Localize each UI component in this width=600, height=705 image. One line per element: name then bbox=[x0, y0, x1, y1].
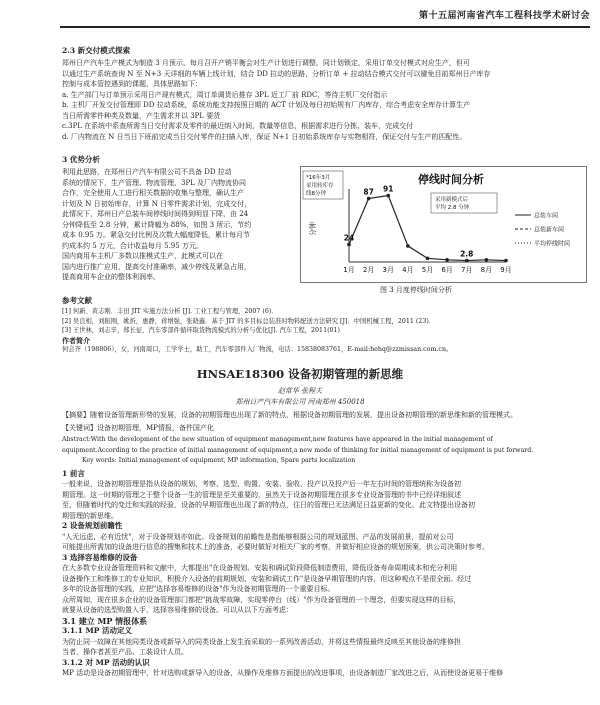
para-line: 提高商用车企业的整体利润率。 bbox=[62, 273, 160, 281]
para-line: 在大多数专业设备管理资料和文献中，大都提出"在设备规划、安装和调试阶段降低制造费用，降低设备寿命周期成本和充分利用 bbox=[62, 564, 458, 572]
author-bio-title: 作者简介 bbox=[62, 335, 90, 345]
data-point bbox=[367, 197, 371, 201]
data-point bbox=[386, 194, 390, 198]
para-line: MP 活动是设备初期管理中，针对选购或新导入的设备，从操作及维修方面提出的改进事项，由设备制造厂家改进之后，从而使设备更易于维修 bbox=[62, 669, 504, 677]
annotation-left-text: *16年3月 bbox=[306, 175, 331, 181]
para-line: 计划及 N 日初始库存，计算 N 日零件需求计划，完成交付， bbox=[62, 199, 252, 208]
header-rule bbox=[60, 26, 590, 28]
section-3-title: 3 优势分析 bbox=[62, 155, 100, 164]
data-point bbox=[426, 257, 430, 261]
x-tick-label: 2月 bbox=[362, 266, 375, 274]
section-1-title: 1 前言 bbox=[62, 468, 85, 478]
para-line: 就要从设备的选型购置入手，选择容易维修的设备。可以从以下方面考虑： bbox=[62, 606, 293, 614]
para-line: 期管理。这一时期的管理之于整个设备一生的管理是至关重要的，虽然关于设备初期管理在很多专业设备管理的书中已经详细叙述 bbox=[62, 490, 461, 499]
para-line: 合作，完全使用人工进行相关数据的收集与整理，确认生产 bbox=[62, 189, 244, 197]
section-3-body bbox=[62, 167, 294, 283]
x-tick-label: 3月 bbox=[382, 266, 394, 274]
para-line: 此情况下，郑州日产总装车间停线时间得到明显下降，由 24 bbox=[62, 210, 249, 218]
keywords-en: Key words: Initial management of equipment, MP information, Spare parts localization bbox=[82, 457, 356, 464]
section-311-title: 3.1.1 MP 活动定义 bbox=[62, 626, 133, 635]
author-bio: 何会齐（198806），女，河南周口，工学学士，助工，汽车零部件入厂物流，电话：15838083761，E-mail:hehq@zzmissan.com.cn。 bbox=[62, 346, 453, 353]
annotation-left-text: 采用转库存 bbox=[306, 183, 334, 189]
data-point bbox=[504, 259, 508, 263]
para-line: 国内商用车主机厂多数以推模式生产，此模式可以在 bbox=[62, 252, 223, 260]
x-tick-label: 1月 bbox=[343, 266, 355, 274]
x-tick-label: 5月 bbox=[421, 266, 434, 274]
abstract-en: Abstract:With the development of the new situation of equipment management,new features have appeared in the initial management of bbox=[62, 436, 493, 443]
annotation-right-text: 采用新模式后 bbox=[435, 197, 469, 203]
para-line: 国内进行推广应用，提高交付准确率，减少停线及紧急占用， bbox=[62, 262, 251, 271]
para-line: 控制与成本管控遇到的课题，具体思路如下： bbox=[62, 80, 202, 88]
refs-list bbox=[62, 307, 592, 355]
para-line: 约成本约 5 万元，合计收益每月 5.95 万元。 bbox=[62, 241, 203, 250]
figure-caption: 图 3 月度停线时间分析 bbox=[380, 286, 452, 294]
para-line: 期管理的新思维。 bbox=[62, 511, 118, 520]
annotation-left-text: 线8分钟 bbox=[306, 191, 326, 197]
legend-label: 总装车间 bbox=[534, 212, 559, 220]
keywords-cn: 【关键词】设备初期管理，MP情报，备件国产化 bbox=[62, 423, 214, 432]
para-line: 郑州日产汽车生产模式为制造 3 月预示，每月召开产销平衡会对生产计划进行调整，同计划锁定，采用订单交付模式对应生产，但可 bbox=[62, 59, 470, 67]
journal-header: 第十五届河南省汽车工程科技学术研讨会 bbox=[418, 11, 590, 21]
para-line: 多年的设备管理的实践，应把"选择容易维修的设备"作为设备初期管理的一个重要目标。 bbox=[62, 585, 335, 593]
data-label: 91 bbox=[383, 184, 394, 194]
x-tick-label: 7月 bbox=[461, 266, 473, 274]
section-3-title-b: 3 选择容易维修的设备 bbox=[62, 552, 138, 562]
para-line: 利用此思路，在郑州日产汽车有限公司不具备 DD 拉动 bbox=[62, 168, 232, 176]
data-point bbox=[465, 259, 469, 263]
data-label: 2.8 bbox=[460, 249, 474, 259]
para-line: 可能提出所需加的设备进行信息的搜集和技术上的准备，必要时做好对相关厂家的考察，并做好相应设备的规划预案，供公司决策时参考。 bbox=[62, 543, 489, 551]
list-item: b. 主机厂开发交付管理即 DD 拉动系统，系统功能支持按照日期的 ACT 计划及每日初始规有厂内库存，综合考虑安全库存计算生产 bbox=[62, 101, 471, 109]
para-line: 系统的情况下，生产管理、物流管理、3PL 及厂内物流协同 bbox=[62, 178, 247, 187]
list-item: c.3PL 在系统中系查所需当日交付需求及零件的最近纳入时间，数量等信息，根据需求进行分拣、装车，完成交付 bbox=[62, 122, 414, 130]
ref-item: [3] 王世林，刘志辛，郑长征，汽车零部件循环取货物流模式的分析与优化[J]. 汽车工程，2011(01) bbox=[62, 327, 341, 334]
x-tick-label: 6月 bbox=[441, 266, 453, 274]
x-tick-label: 4月 bbox=[402, 266, 414, 274]
ref-item: [2] 吴良相，刘振刚，姚炘，惠静，蒋增强，张晓鑫．基于 JIT 的多目标总装准时物料配送方法研究 [J]．中国机械工程，2011 (23)． bbox=[62, 317, 436, 325]
section-31-title: 3.1 建立 MP 情报体系 bbox=[62, 615, 148, 626]
article-affiliation: 郑州日产汽车有限公司 河南郑州 450018 bbox=[235, 398, 365, 406]
para-line: 当者，操作者甚至产品、工装设计人员。 bbox=[62, 648, 188, 656]
data-label: 87 bbox=[363, 187, 374, 197]
para-line: 以通过生产系统查询 N 至 N+3 天详细的车辆上线计划，结合 DD 拉动的思路，分析订单 + 拉动结合模式交付可以避免目前郑州日产库存 bbox=[62, 69, 491, 78]
section-23-body bbox=[62, 58, 592, 142]
data-point bbox=[445, 258, 449, 262]
legend-label: 总装新车间 bbox=[534, 226, 565, 234]
list-item: a. 生产部门与订单预示采用日产现有模式，周订单调货后推存 3PL 近工厂前 RDC，等待主机厂交付指示 bbox=[62, 90, 388, 99]
x-tick-label: 9月 bbox=[500, 266, 512, 274]
para-line: 分钟降低至 2.8 分钟，累计降幅为 88%，如图 3 所示，节约 bbox=[62, 220, 252, 229]
para-line: 众所周知，现在很多企业的设备管理部门都把"挑战零故障，实现零停台（线）"作为设备管理的一个理念，但要实现这样的目标， bbox=[62, 595, 461, 604]
para-line: 设备操作工和维修工的专业知识，积极介入设备的前期规划、安装和调试工作"是设备早期管理的内容，但这种观点不是很全面。经过 bbox=[62, 574, 472, 583]
annotation-right-text: 平均 2.8 分钟 bbox=[435, 205, 470, 211]
section-23-title: 2.3 新交付模式探索 bbox=[62, 46, 131, 55]
x-tick-label: 8月 bbox=[480, 266, 493, 274]
data-label: 24 bbox=[343, 233, 355, 243]
abstract-en: equipment.According to the practice of initial management of equipment,a new mode of thinking for initial management of equipment is put forward. bbox=[62, 446, 534, 454]
figure-3-chart bbox=[300, 166, 587, 283]
data-point bbox=[485, 258, 489, 262]
para-line: 成本 0.95 万。紧急交付比例及次数大幅度降低，累计每月节 bbox=[62, 231, 251, 239]
para-line: "人无远虑，必有近忧"，对于设备规划亦如此。设备规划的前瞻性是指能够根据公司的规划蓝图、产品的发展前景，提前对公司 bbox=[62, 532, 454, 541]
article-authors: 赵常华 张程夫 bbox=[277, 387, 323, 395]
list-item: d. 厂内物流在 N 日当日下班前完成当日交付零件的扫描入库，保证 N+1 日初始系统库存与实物相符，保证交付与生产的匹配性。 bbox=[62, 132, 467, 141]
para-line: 为防止同一故障在其他同类设备或新导入的同类设备上发生而采取的一系列改善活动，并将这些情报最终反映至其他设备的维修担 bbox=[62, 637, 461, 646]
article-body bbox=[62, 410, 592, 679]
section-2-title: 2 设备规划前瞻性 bbox=[62, 521, 123, 530]
legend-label: 平均停线时间 bbox=[534, 240, 571, 248]
y-axis-label: 分钟 bbox=[309, 222, 317, 236]
data-point bbox=[347, 243, 351, 247]
para-line: 一般来说，设备初期管理是指从设备的规划、考察、选型、购置、安装、验收、投产以及投产后一年左右时间的管理统称为设备初 bbox=[62, 480, 461, 488]
chart-svg bbox=[301, 167, 586, 282]
ref-item: [1] 何新、黄志刚．丰田 JIT 实施方法分析 [J]. 工业工程与管理，2007 (6)． bbox=[62, 308, 278, 315]
para-line: 至，但随着时代的变迁和实践的经验，设备的早期管理也出现了新的特点，往日的管理已无法满足日益更新的变化，此文特提出设备初 bbox=[62, 501, 475, 509]
article-title: HNSAE18300 设备初期管理的新思维 bbox=[196, 367, 404, 381]
data-point bbox=[406, 244, 410, 248]
section-312-title: 3.1.2 对 MP 活动的认识 bbox=[62, 657, 150, 667]
abstract: 【摘要】随着设备管理新形势的发展，设备的初期管理也出现了新的特点，根据设备初期管理的发展，提出设备初期管理的新思维和新的管理模式。 bbox=[62, 411, 517, 419]
list-item: 当日所需零件种类及数量，产生需求并以 3PL 要货 bbox=[62, 111, 221, 120]
refs-title: 参考文献 bbox=[62, 296, 92, 305]
chart-title: 停线时间分析 bbox=[418, 173, 484, 186]
